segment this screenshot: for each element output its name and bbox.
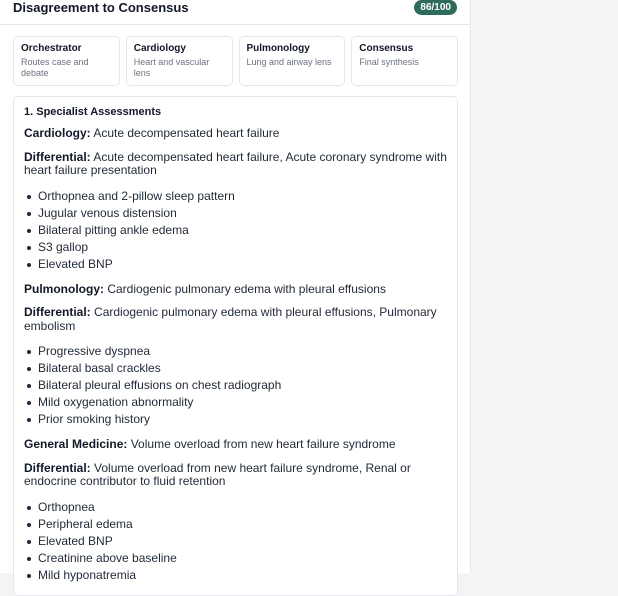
step-title: Pulmonology [246,43,310,54]
summary-text: Cardiogenic pulmonary edema with pleural effusions [107,281,386,296]
finding-item: Bilateral pleural effusions on chest radiograph [38,377,447,394]
finding-item: Creatinine above baseline [38,550,447,567]
assessments-card [13,96,458,596]
finding-item: Mild hyponatremia [38,567,447,584]
specialist-summary [24,438,447,452]
differential [24,462,447,489]
step-description: Final synthesis [359,57,419,67]
differential-text: Cardiogenic pulmonary edema with pleural effusions, Pulmonary embolism [24,305,437,333]
header-divider [0,24,470,25]
finding-item: Mild oxygenation abnormality [38,394,447,411]
differential-label: Differential: [24,305,91,319]
step-cardiology[interactable] [126,36,233,86]
section-title: 1. Specialist Assessments [24,106,162,118]
differential-label: Differential: [24,460,91,475]
pipeline-steps [13,36,458,86]
differential-label: Differential: [24,149,91,164]
panel-header [13,0,457,18]
step-title: Consensus [359,43,414,54]
differential [24,306,447,333]
panel-title: Disagreement to Consensus [13,0,189,15]
score-badge: 86/100 [414,0,457,15]
finding-item: Elevated BNP [38,533,447,550]
differential [24,151,447,178]
finding-item: Prior smoking history [38,411,447,428]
findings-list [24,188,447,273]
finding-item: Jugular venous distension [38,205,447,222]
specialist-summary [24,283,447,297]
step-description: Heart and vascular lens [133,57,210,78]
differential-text: Volume overload from new heart failure syndrome, Renal or endocrine contributor to fluid retention [24,460,411,488]
finding-item: Orthopnea [38,499,447,516]
specialist-label: General Medicine: [24,437,128,451]
finding-item: Elevated BNP [38,256,447,273]
summary-text: Acute decompensated heart failure [93,126,280,140]
step-title: Cardiology [133,43,186,54]
finding-item: Peripheral edema [38,516,447,533]
step-description: Lung and airway lens [246,57,332,67]
step-orchestrator[interactable] [13,36,120,86]
finding-item: Bilateral pitting ankle edema [38,222,447,239]
summary-text: Volume overload from new heart failure syndrome [130,437,396,451]
specialist-label: Cardiology: [24,126,91,140]
findings-list [24,343,447,428]
finding-item: S3 gallop [38,239,447,256]
specialist-summary [24,127,447,141]
findings-list [24,499,447,584]
specialist-label: Pulmonology: [24,281,104,296]
step-title: Orchestrator [21,43,82,54]
finding-item: Progressive dyspnea [38,343,447,360]
finding-item: Orthopnea and 2-pillow sleep pattern [38,188,447,205]
differential-text: Acute decompensated heart failure, Acute coronary syndrome with heart failure presentation [24,149,447,177]
step-consensus[interactable] [351,36,458,86]
finding-item: Bilateral basal crackles [38,360,447,377]
step-pulmonology[interactable] [239,36,346,86]
step-description: Routes case and debate [21,57,89,78]
